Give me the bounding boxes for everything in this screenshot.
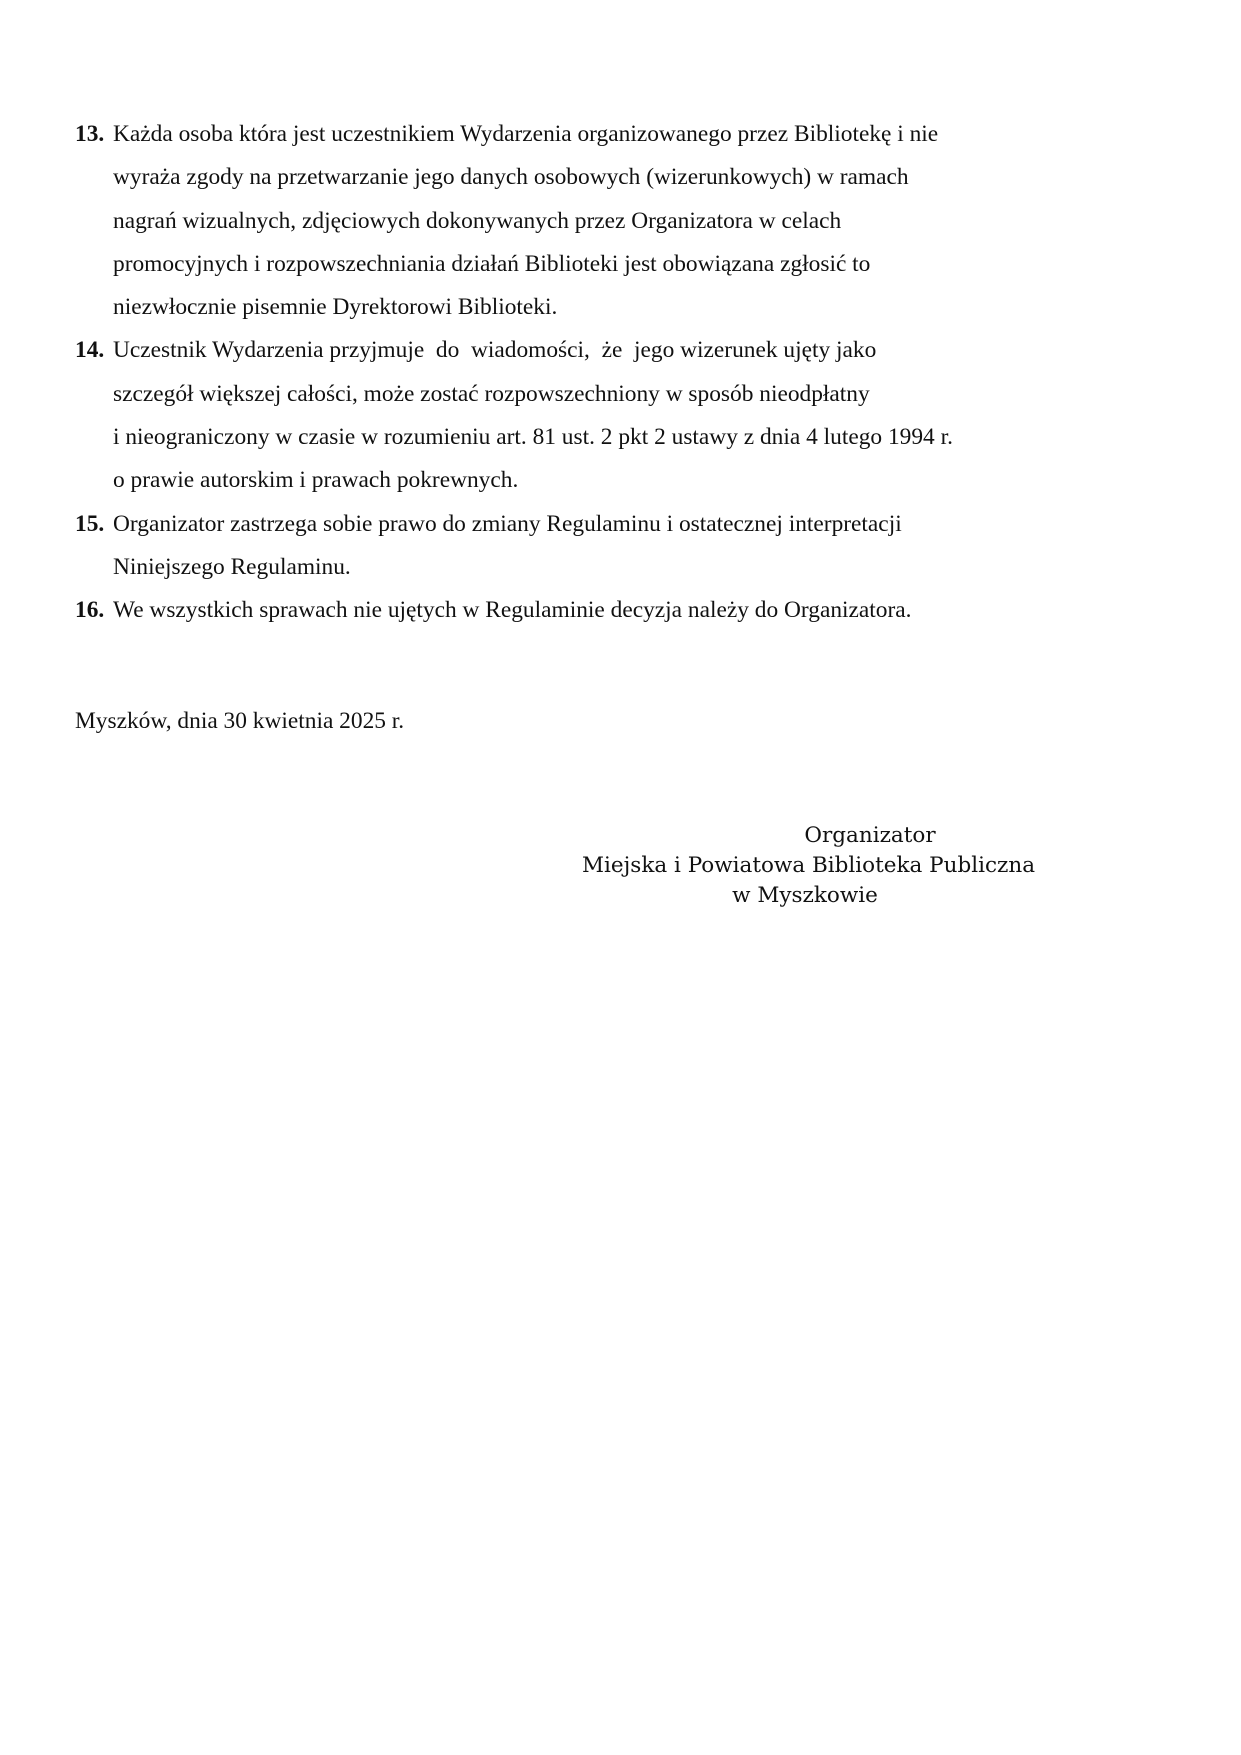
point-number: 15.: [75, 510, 105, 537]
regulation-point-13: [75, 113, 1025, 329]
point-text: [113, 329, 1025, 502]
regulation-point-15: [75, 503, 1025, 590]
point-text-line: We wszystkich sprawach nie ujętych w Regulaminie decyzja należy do Organizatora.: [113, 597, 912, 624]
point-text-line: o prawie autorskim i prawach pokrewnych.: [113, 467, 519, 494]
regulation-point-16: [75, 589, 1025, 632]
point-text: [113, 503, 1025, 590]
signature-organization: Miejska i Powiatowa Biblioteka Publiczna: [582, 853, 1036, 878]
point-text-line: wyraża zgody na przetwarzanie jego danych osobowych (wizerunkowych) w ramach: [113, 164, 909, 191]
regulation-points-list: [75, 113, 1025, 633]
point-number: 16.: [75, 597, 105, 624]
point-text-line: promocyjnych i rozpowszechniania działań Biblioteki jest obowiązana zgłosić to: [113, 250, 871, 277]
organizer-signature-block: [582, 821, 1036, 911]
point-number: 14.: [75, 337, 105, 364]
signature-location: w Myszkowie: [732, 883, 878, 908]
point-text-line: Każda osoba która jest uczestnikiem Wydarzenia organizowanego przez Bibliotekę i nie: [113, 121, 939, 147]
point-text: [113, 113, 1025, 329]
point-text-line: Organizator zastrzega sobie prawo do zmiany Regulaminu i ostatecznej interpretacji: [113, 510, 902, 537]
point-text-line: szczegół większej całości, może zostać rozpowszechniony w sposób nieodpłatny: [113, 380, 870, 407]
regulation-point-14: [75, 329, 1025, 502]
point-text-line: i nieograniczony w czasie w rozumieniu art. 81 ust. 2 pkt 2 ustawy z dnia 4 lutego 1994 r.: [113, 424, 953, 451]
point-text-line: nagrań wizualnych, zdjęciowych dokonywanych przez Organizatora w celach: [113, 207, 842, 234]
point-text-line: Uczestnik Wydarzenia przyjmuje do wiadomości, że jego wizerunek ujęty jako: [113, 337, 877, 364]
place-and-date: Myszków, dnia 30 kwietnia 2025 r.: [75, 708, 405, 734]
point-text-line: Niniejszego Regulaminu.: [113, 553, 351, 580]
signature-title: Organizator: [804, 823, 936, 848]
point-number: 13.: [75, 121, 105, 147]
point-text-line: niezwłocznie pisemnie Dyrektorowi Biblioteki.: [113, 294, 558, 321]
point-text: [113, 589, 1025, 632]
